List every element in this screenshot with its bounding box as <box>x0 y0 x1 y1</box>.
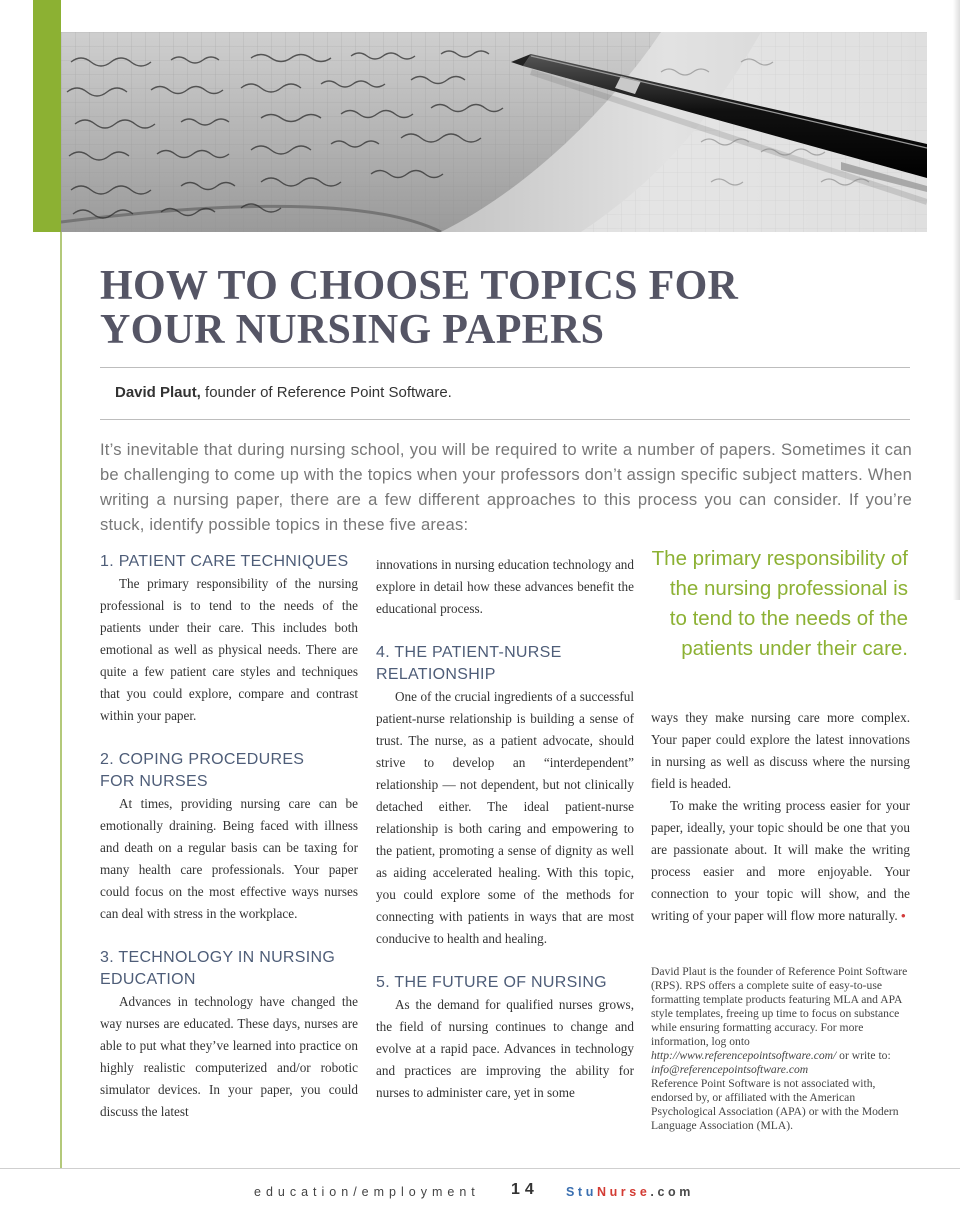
pull-quote: The primary responsibility of the nursing professional is to tend to the needs of the patients under their care. <box>651 547 908 660</box>
section-1-heading: 1. PATIENT CARE TECHNIQUES <box>100 553 349 570</box>
footer-brand <box>566 1185 694 1199</box>
accent-bar <box>33 0 61 232</box>
accent-line <box>60 232 62 1168</box>
section-3-body-b: innovations in nursing education technology and explore in detail how these advances benefit the educational process. <box>376 557 634 616</box>
section-5-heading: 5. THE FUTURE OF NURSING <box>376 974 607 991</box>
section-2-heading: 2. COPING PROCEDURES FOR NURSES <box>100 751 305 790</box>
closing-text: To make the writing process easier for your paper, ideally, your topic should be one that you are passionate about. It will make the writing process easier and more enjoyable. Your connection to your topic will show, and the writing of your paper will flow more naturally. <box>651 798 910 923</box>
section-3-body-a: Advances in technology have changed the way nurses are educated. These days, nurses are able to put what they’ve learned into practice on highly realistic computerized and/or robotic simulator devices. In your paper, you could discuss the latest <box>100 994 358 1119</box>
brand-nurse: Nurse <box>596 1185 651 1199</box>
author-bio <box>651 965 913 1133</box>
title-line-2: YOUR NURSING PAPERS <box>100 307 605 353</box>
brand-stu: Stu <box>566 1185 597 1199</box>
footer-divider <box>0 1168 960 1169</box>
section-2-body: At times, providing nursing care can be emotionally draining. Being faced with illness and death on a regular basis can be taxing for many health care professionals. Your paper could focus on the most effective ways nurses can deal with stress in the workplace. <box>100 796 358 921</box>
page-footer <box>0 1181 960 1205</box>
author-role: founder of Reference Point Software. <box>205 384 452 401</box>
section-4-body: One of the crucial ingredients of a successful patient-nurse relationship is building a sense of trust. The nurse, as a patient advocate, should strive to develop an “interdependent” relationship — not dependent, but not clinically detached either. The ideal patient-nurse relationship is both caring and empowering to the patient, promoting a sense of dignity as well as aiding accelerated healing. With this topic, you could explore some of the methods for connecting with patients in ways that are most conducive to health and healing. <box>376 689 634 946</box>
notebook-pen-photo <box>61 32 927 232</box>
section-5-body-b: ways they make nursing care more complex. Your paper could explore the latest innovations in nursing as well as discuss where the nursing field is headed. <box>651 710 910 791</box>
title-line-1: HOW TO CHOOSE TOPICS FOR <box>100 263 739 309</box>
page-edge-shadow <box>953 0 960 600</box>
column-3 <box>651 707 910 927</box>
section-1-body: The primary responsibility of the nursing professional is to tend to the needs of the patients under their care. This includes both emotional as well as physical needs. There are quite a few patient care styles and techniques that you could explore, compare and contrast within your paper. <box>100 576 358 723</box>
byline <box>115 384 452 401</box>
bio-or-write: or write to: <box>839 1049 891 1062</box>
divider-bottom <box>100 419 910 420</box>
footer-section-label: education/employment <box>254 1185 480 1199</box>
section-5-body-a: As the demand for qualified nurses grows, the field of nursing continues to change and evolve at a rapid pace. Advances in technology and practices are improving the ability for nurses to administer care, yet in some <box>376 997 634 1100</box>
closing-paragraph <box>651 795 910 927</box>
bio-text-2: Reference Point Software is not associated with, endorsed by, or affiliated with the American Psychological Association (APA) or with the Modern Language Association (MLA). <box>651 1077 899 1132</box>
divider-top <box>100 367 910 368</box>
column-1 <box>100 551 358 1123</box>
bio-email-link[interactable]: info@referencepointsoftware.com <box>651 1063 809 1076</box>
page-number: 14 <box>511 1181 539 1198</box>
column-2 <box>376 554 634 1104</box>
section-3-heading: 3. TECHNOLOGY IN NURSING EDUCATION <box>100 949 336 988</box>
bio-text-1: David Plaut is the founder of Reference Point Software (RPS). RPS offers a complete suite of easy-to-use formatting template products featuring MLA and APA style templates, freeing up time to focus on substance while ensuring formatting accuracy. For more information, log onto <box>651 965 908 1048</box>
brand-com: .com <box>650 1185 694 1199</box>
hero-image <box>61 32 927 232</box>
article-title <box>100 264 920 352</box>
bio-url-link[interactable]: http://www.referencepointsoftware.com/ <box>651 1049 837 1062</box>
end-mark: • <box>901 908 906 923</box>
intro-paragraph: It’s inevitable that during nursing school, you will be required to write a number of papers. Sometimes it can be challenging to come up with the topics when your professors don’t assign specific subject matters. When writing a nursing paper, there are a few different approaches to this process you can consider. If you’re stuck, identify possible topics in these five areas: <box>100 440 912 534</box>
author-name: David Plaut, <box>115 384 201 401</box>
section-4-heading: 4. THE PATIENT-NURSE RELATIONSHIP <box>376 644 562 683</box>
